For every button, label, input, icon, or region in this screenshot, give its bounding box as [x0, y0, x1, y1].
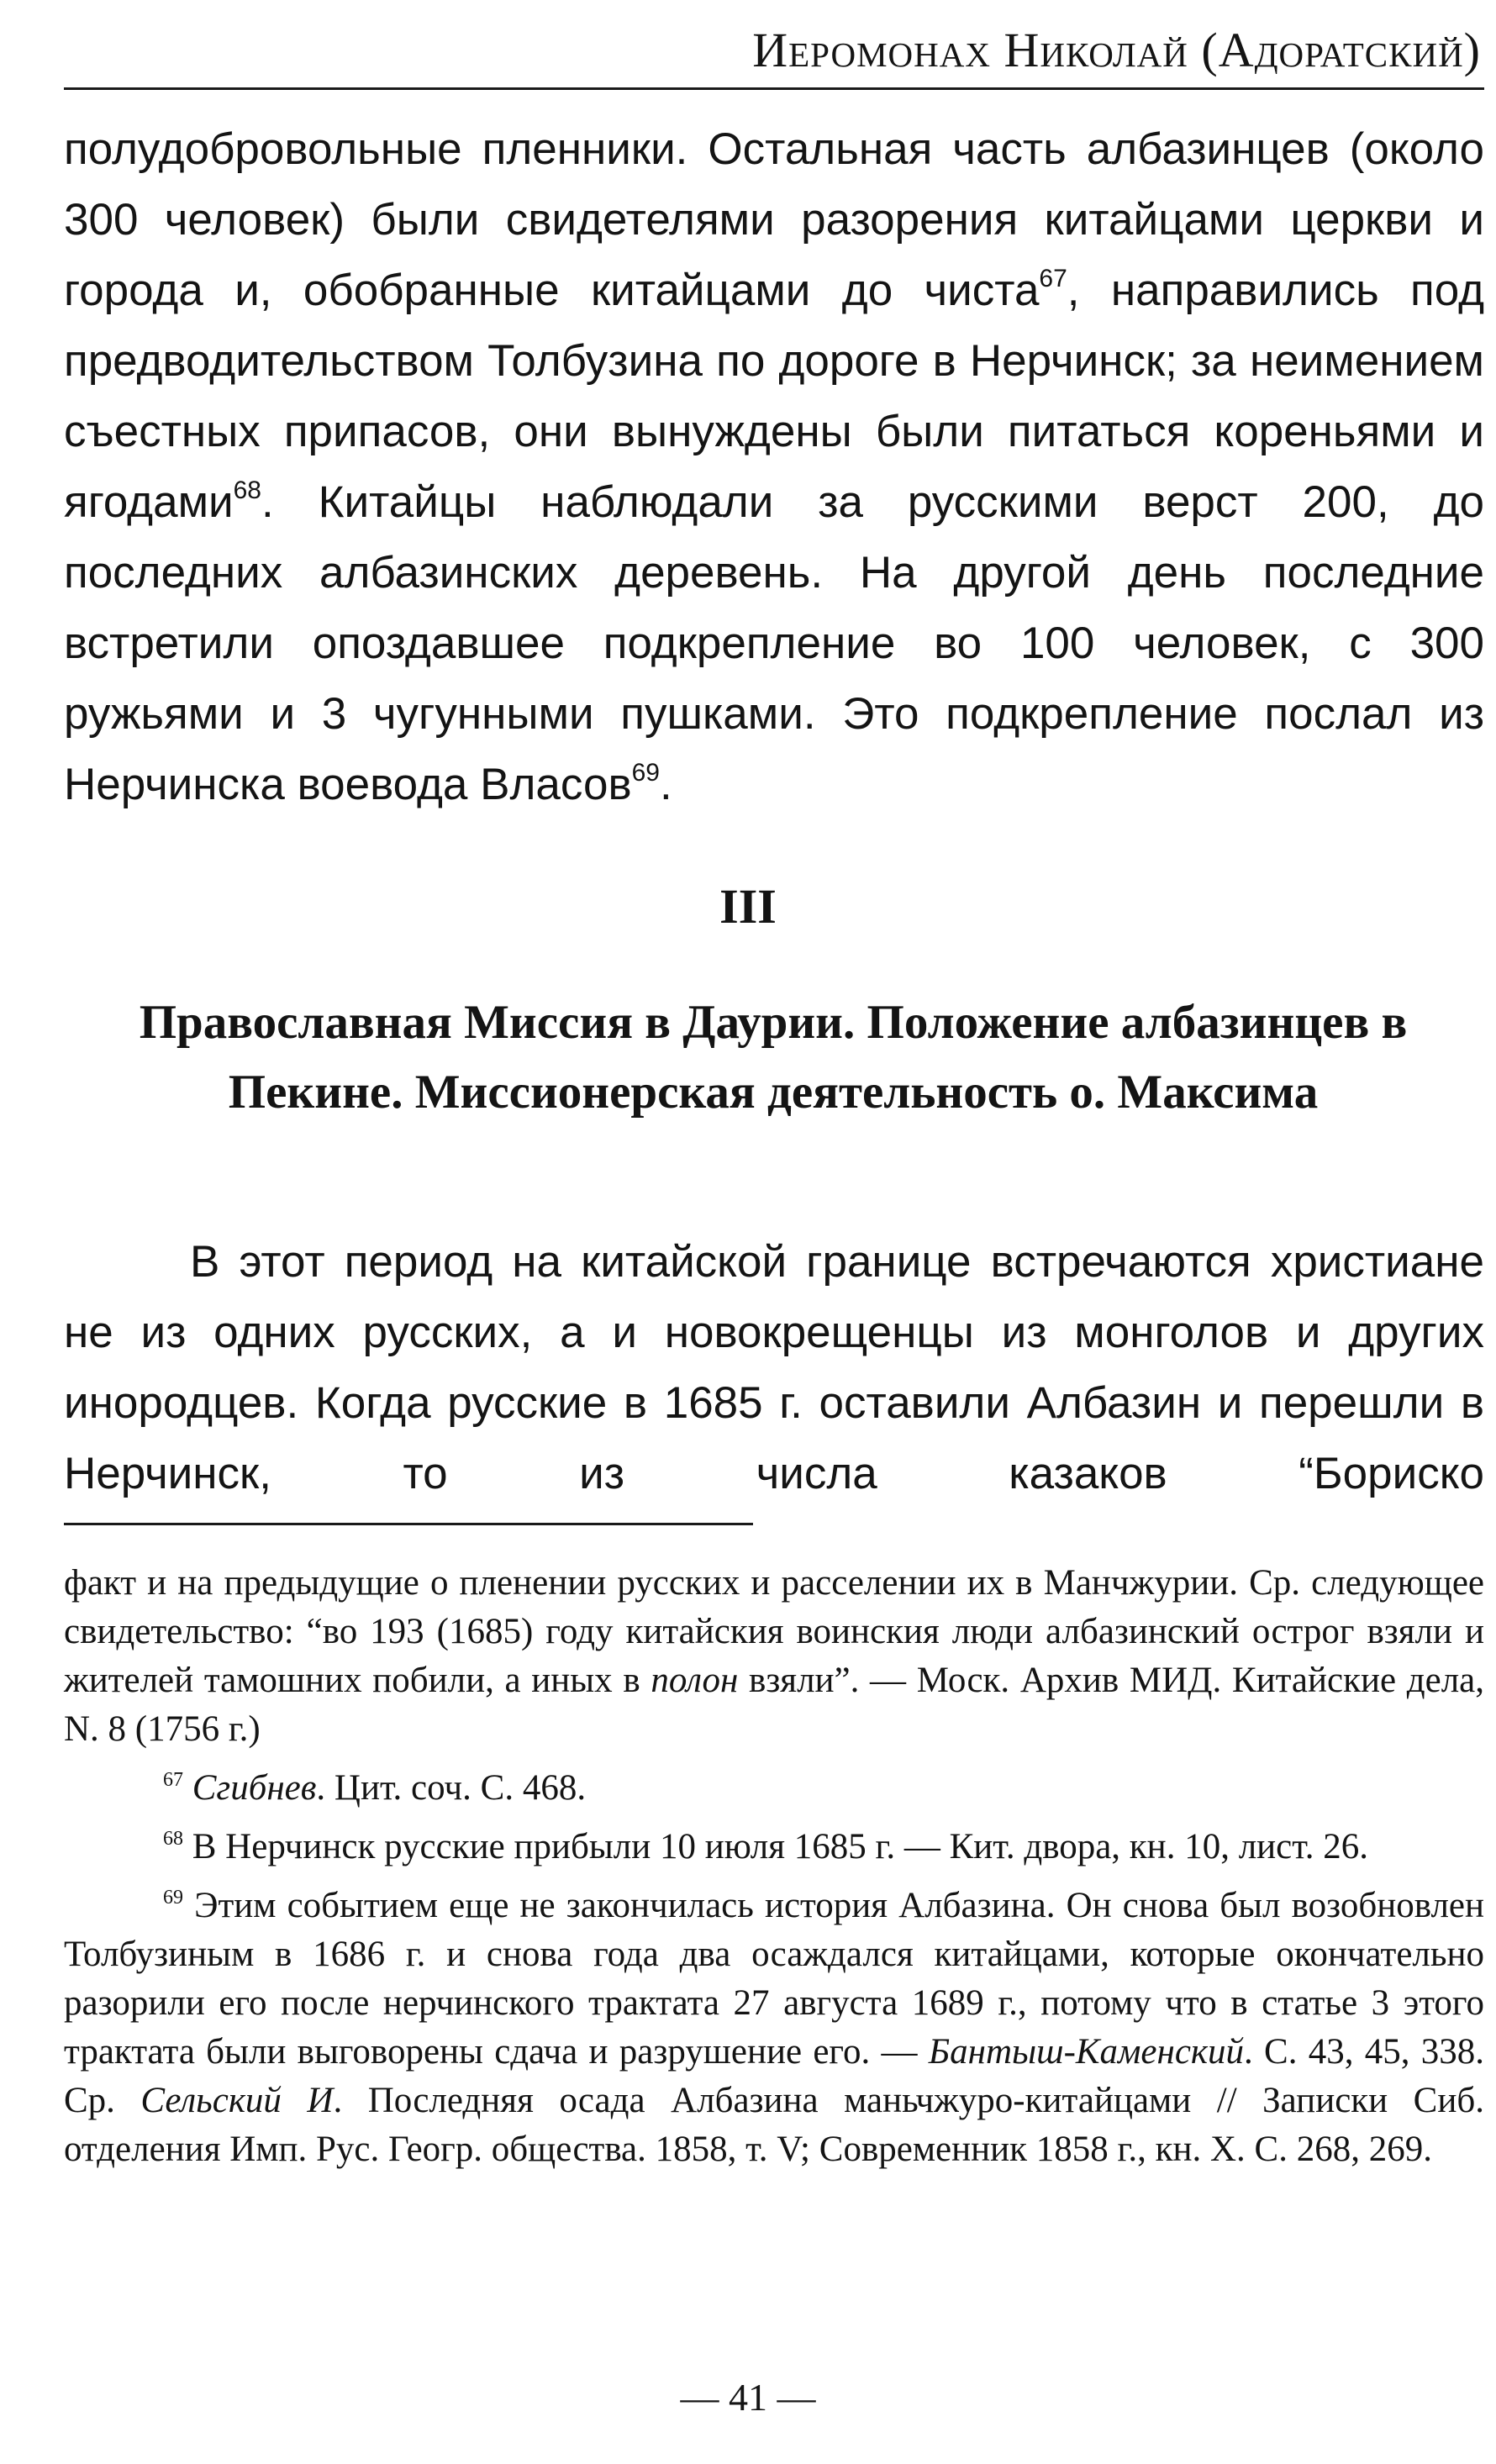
section-number: III — [719, 879, 777, 934]
footnote-ref-68: 68 — [233, 476, 261, 504]
footnote-number: 69 — [163, 1887, 183, 1909]
footnote-68 — [64, 1823, 1484, 1872]
footnote-author: Бантыш-Каменский — [928, 2032, 1245, 2072]
paragraph-text: , направились под предводительством Толбузина по дороге в Нерчинск; за неимением съестных припасов, они вынуждены были питаться кореньями и ягодами — [64, 266, 1484, 527]
paragraph: В этот период на китайской границе встречаются христиане не из одних русских, а и новокрещенцы из монголов и других инородцев. Когда русские в 1685 г. оставили Албазин и перешли в Нерчинск, то из числа казаков “Бориско — [64, 1237, 1484, 1498]
footnote-rule — [64, 1523, 753, 1525]
footnote-69 — [64, 1882, 1484, 2174]
footnote-text: факт и на предыдущие о пленении русских и расселении их в Манчжурии. Ср. следующее свидетельство: “во 193 (1685) году китайския воинския люди албазинский острог взяли и жителей тамошних побили, а иных в — [64, 1563, 1484, 1700]
footnote-author: Сельский И — [140, 2081, 334, 2120]
footnote-ref-67: 67 — [1039, 265, 1067, 292]
footnote-text: . Последняя осада Албазина маньчжуро-китайцами // Записки Сиб. отделения Имп. Рус. Геогр. общества. 1858, т. V; Современник 1858 г., кн. X. С. 268, 269. — [64, 2081, 1485, 2169]
section-title: Православная Миссия в Даурии. Положение албазинцев в Пекине. Миссионерская деятельность о. Максима — [139, 996, 1408, 1119]
footnote-67 — [64, 1764, 1484, 1813]
footnote-ref-69: 69 — [631, 759, 660, 787]
footnote-text: . С. 43, 45, 338. Ср. — [64, 2032, 1484, 2120]
paragraph-text: . Китайцы наблюдали за русскими верст 200, до последних албазинских деревень. На другой день последние встретили опоздавшее подкрепление во 100 человек, с 300 ружьями и 3 чугунными пушками. Это подкрепление послал из Нерчинска воевода Власов — [64, 477, 1484, 809]
paragraph-text: . — [659, 760, 672, 809]
footnote-italic: полон — [651, 1661, 739, 1700]
footnote-text: . Цит. соч. С. 468. — [316, 1768, 587, 1808]
footnote-continued — [64, 1559, 1484, 1754]
page-number: — 41 — — [680, 2376, 816, 2419]
footnote-number: 67 — [163, 1769, 183, 1791]
footnotes — [64, 1559, 1484, 2184]
paragraph-text: полудобровольные пленники. Остальная часть албазинцев (около 300 человек) были свидетелями разорения китайцами церкви и города и, обобранные китайцами до чиста — [64, 124, 1484, 315]
header-rule — [64, 87, 1484, 90]
footnote-text: В Нерчинск русские прибыли 10 июля 1685 г. — Кит. двора, кн. 10, лист. 26. — [183, 1827, 1369, 1866]
footnote-number: 68 — [163, 1828, 183, 1850]
running-header: Иеромонах Николай (Адоратский) — [752, 23, 1481, 77]
footnote-author: Сгибнев — [192, 1768, 317, 1808]
footnote-text: взяли”. — Моск. Архив МИД. Китайские дела, N. 8 (1756 г.) — [64, 1661, 1485, 1749]
footnote-text: Этим событием еще не закончилась история Албазина. Он снова был возобновлен Толбузиным в 1686 г. и снова года два осаждался китайцами, которые окончательно разорили его после нерчинского трактата 27 августа 1689 г., потому что в статье 3 этого трактата были выговорены сдача и разрушение его. — — [64, 1886, 1484, 2072]
paragraph-continued — [64, 114, 1484, 820]
